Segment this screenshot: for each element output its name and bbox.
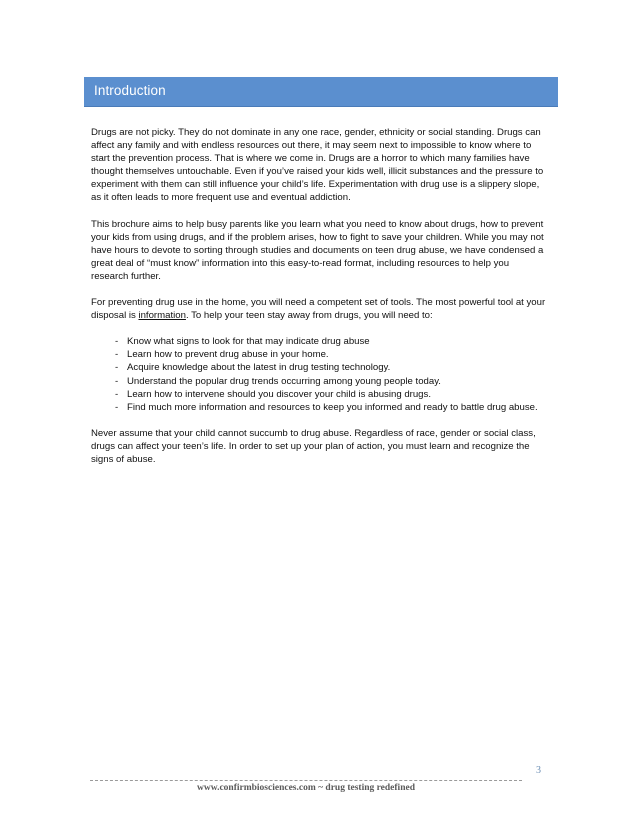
list-item-text: Learn how to intervene should you discover your child is abusing drugs. xyxy=(127,388,431,400)
intro-paragraph-2: This brochure aims to help busy parents like you learn what you need to know about drugs, how to prevent your kids from using drugs, and if the problem arises, how to fight to save your children. While you may not have hours to devote to sorting through studies and documents on teen drug abuse, we have condensed a great deal of “must know” information into this easy-to-read format, including resources to help you research further. xyxy=(91,218,544,282)
list-item-text: Find much more information and resources to keep you informed and ready to battle drug abuse. xyxy=(127,401,538,413)
body-text xyxy=(91,126,546,479)
list-item-text: Understand the popular drug trends occurring among young people today. xyxy=(127,375,441,387)
intro-paragraph-1: Drugs are not picky. They do not dominate in any one race, gender, ethnicity or social standing. Drugs can affect any family and with endless resources out there, it may seem next to impossible to know where to start the prevention process. That is where we come in. Drugs are a horror to which many families have thought themselves untouchable. Even if you’ve raised your kids well, illicit substances and the pressure to experiment with them can still influence your child’s life. Experimentation with drug use is a slippery slope, as it often leads to more frequent use and eventual addiction. xyxy=(91,127,544,204)
list-item-text: Learn how to prevent drug abuse in your home. xyxy=(127,349,329,361)
dash-bullet: - xyxy=(115,349,119,361)
list-item xyxy=(91,335,546,348)
dash-bullet: - xyxy=(115,375,119,387)
list-item xyxy=(91,361,546,374)
dash-bullet: - xyxy=(115,362,119,374)
page-number: 3 xyxy=(536,765,541,776)
dash-bullet: - xyxy=(115,336,119,348)
intro-paragraph-4: Never assume that your child cannot succumb to drug abuse. Regardless of race, gender or social class, drugs can affect your teen’s life. In order to set up your plan of action, you must learn and recognize the signs of abuse. xyxy=(91,427,536,465)
section-header-band xyxy=(84,77,558,107)
list-item xyxy=(91,401,546,414)
footer-divider xyxy=(90,780,522,781)
information-underlined-word: information xyxy=(138,310,186,322)
paragraph-3-text-end: . To help your teen stay away from drugs, you will need to: xyxy=(185,310,433,322)
list-item-text: Acquire knowledge about the latest in drug testing technology. xyxy=(127,362,391,374)
list-item xyxy=(91,375,546,388)
list-item xyxy=(91,348,546,361)
section-title: Introduction xyxy=(94,83,166,98)
footer-website: www.confirmbiosciences.com ~ drug testing redefined xyxy=(197,783,415,793)
list-item-text: Know what signs to look for that may indicate drug abuse xyxy=(127,336,370,348)
dash-bullet: - xyxy=(115,388,119,400)
paragraph-3-text-start: For preventing drug use in the home, you will need a competent set of tools. The most powerful tool at your disposal is xyxy=(91,297,546,322)
action-list xyxy=(91,335,546,414)
intro-paragraph-3 xyxy=(91,296,546,322)
list-item xyxy=(91,388,546,401)
dash-bullet: - xyxy=(115,401,119,413)
